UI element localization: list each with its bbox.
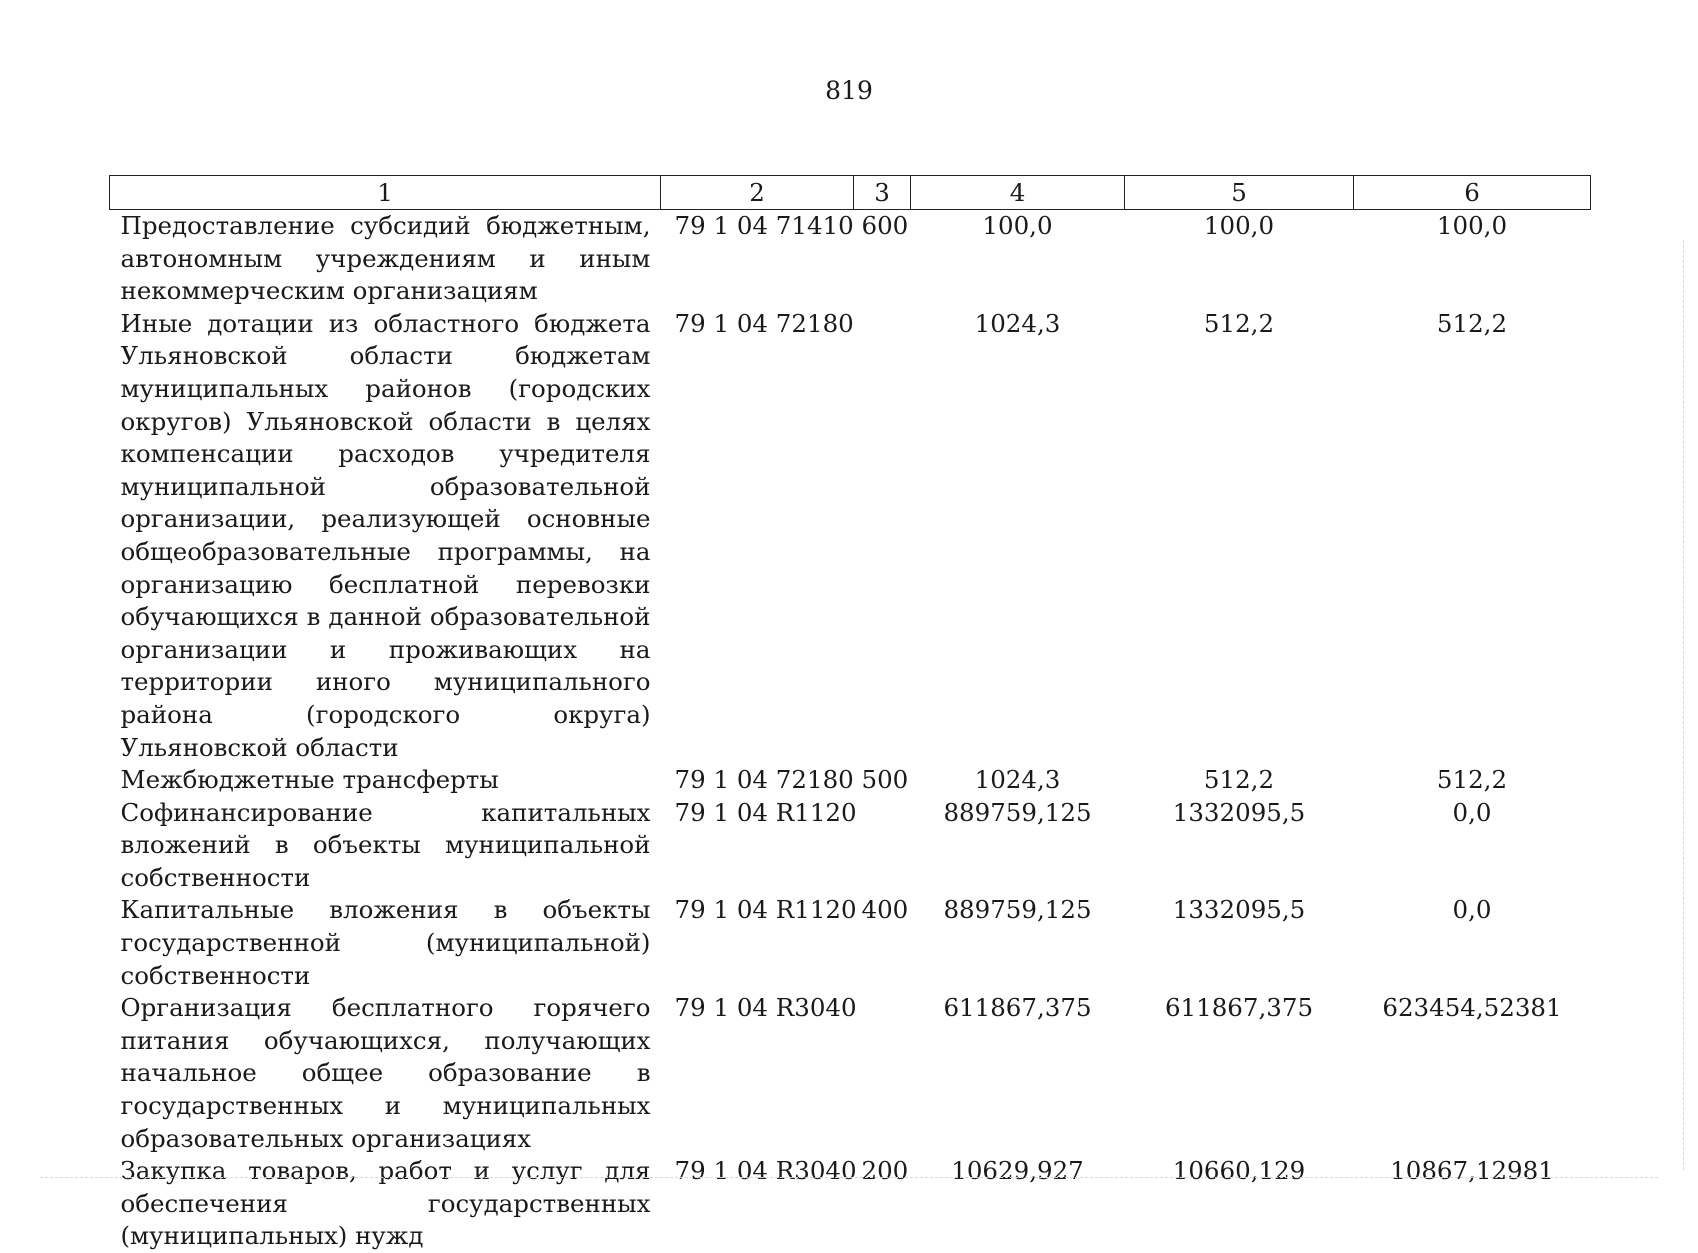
row-name: Закупка товаров, работ и услуг для обеспечения государственных (муниципальных) нужд [120, 1156, 651, 1251]
amount-col-4: 10629,927 [951, 1156, 1084, 1186]
amount-col-4: 1024,3 [974, 308, 1061, 338]
table-row [110, 797, 1591, 895]
target-article-code: 79 1 04 72180 [674, 308, 854, 338]
amount-col-4: 889759,125 [943, 895, 1092, 925]
amount-col-4: 611867,375 [943, 993, 1092, 1023]
expense-type-code: 500 [861, 765, 909, 795]
amount-col-6: 512,2 [1436, 765, 1508, 795]
amount-col-4: 889759,125 [943, 797, 1092, 827]
expense-type-code: 600 [861, 211, 909, 240]
scan-edge-bottom [40, 1177, 1658, 1178]
table-header-row [110, 176, 1591, 210]
target-article-code: 79 1 04 R1120 [674, 895, 857, 925]
target-article-code: 79 1 04 R3040 [674, 1156, 857, 1186]
expense-type-code: 400 [861, 895, 909, 925]
row-name: Капитальные вложения в объекты государственной (муниципальной) собственности [120, 895, 651, 990]
target-article-code: 79 1 04 71410 [674, 211, 854, 240]
column-header: 6 [1354, 176, 1591, 210]
page-number: 819 [825, 76, 873, 105]
amount-col-6: 100,0 [1436, 211, 1508, 240]
amount-col-6: 623454,52381 [1382, 993, 1562, 1023]
expense-type-code: 200 [861, 1156, 909, 1186]
amount-col-4: 1024,3 [974, 765, 1061, 795]
amount-col-6: 10867,12981 [1390, 1156, 1554, 1186]
column-header: 1 [110, 176, 661, 210]
table-row [110, 1155, 1591, 1253]
table-row [110, 308, 1591, 764]
row-name: Организация бесплатного горячего питания обучающихся, получающих начальное общее образование в государственных и муниципальных образовательных организациях [120, 993, 651, 1153]
amount-col-6: 0,0 [1452, 895, 1492, 925]
target-article-code: 79 1 04 R3040 [674, 993, 857, 1023]
amount-col-5: 611867,375 [1164, 993, 1314, 1023]
table-row [110, 210, 1591, 308]
amount-col-5: 1332095,5 [1172, 797, 1306, 827]
row-name: Предоставление субсидий бюджетным, автономным учреждениям и иным некоммерческим организациям [120, 211, 651, 306]
amount-col-4: 100,0 [982, 211, 1053, 240]
table-row [110, 894, 1591, 992]
amount-col-5: 1332095,5 [1172, 895, 1306, 925]
amount-col-5: 100,0 [1203, 211, 1275, 240]
amount-col-5: 512,2 [1203, 765, 1275, 795]
row-name: Софинансирование капитальных вложений в объекты муниципальной собственности [120, 797, 651, 892]
expense-type-code [854, 992, 911, 1155]
column-header: 3 [854, 176, 911, 210]
expense-type-code [854, 308, 911, 764]
target-article-code: 79 1 04 72180 [674, 765, 854, 795]
budget-table [109, 175, 1591, 1253]
column-header: 2 [661, 176, 854, 210]
column-header: 4 [911, 176, 1125, 210]
table-row [110, 992, 1591, 1155]
column-header: 5 [1125, 176, 1354, 210]
row-name: Иные дотации из областного бюджета Ульяновской области бюджетам муниципальных районов (городских округов) Ульяновской области в целях компенсации расходов учредителя муниципальной образовательной организации, реализующей основные общеобразовательные программы, на организацию бесплатной перевозки обучающихся в данной образовательной организации и проживающих на территории иного муниципального района (городского округа) Ульяновской области [120, 308, 651, 762]
row-name: Межбюджетные трансферты [120, 765, 499, 795]
amount-col-6: 512,2 [1436, 308, 1508, 338]
amount-col-6: 0,0 [1452, 797, 1492, 827]
scan-edge-right [1683, 240, 1684, 1170]
table-row [110, 764, 1591, 797]
target-article-code: 79 1 04 R1120 [674, 797, 857, 827]
amount-col-5: 10660,129 [1172, 1156, 1306, 1186]
expense-type-code [854, 797, 911, 895]
amount-col-5: 512,2 [1203, 308, 1275, 338]
